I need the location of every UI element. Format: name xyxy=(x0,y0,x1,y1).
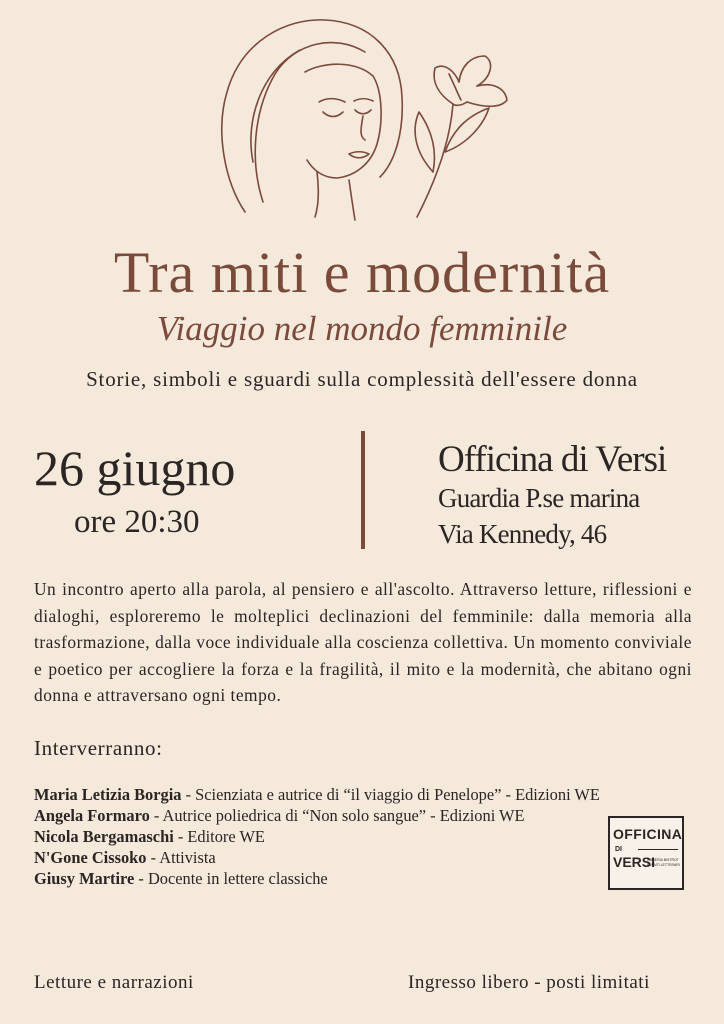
speaker-item xyxy=(34,847,600,868)
speaker-role: - Editore WE xyxy=(173,827,265,846)
speaker-item xyxy=(34,868,600,889)
logo-line3: VERSI xyxy=(613,854,656,870)
footer-left-text: Letture e narrazioni xyxy=(34,972,194,993)
logo-small-text: LIBRERIA BISTROT EVENTI LETTERARI xyxy=(647,858,680,867)
venue-name: Officina di Versi xyxy=(438,439,667,480)
event-title: Tra miti e modernità xyxy=(113,240,611,305)
speakers-list xyxy=(34,784,600,889)
speaker-item xyxy=(34,826,600,847)
logo-line2: DI xyxy=(615,846,622,853)
event-date: 26 giugno xyxy=(34,440,236,496)
venue-address: Via Kennedy, 46 xyxy=(438,519,607,549)
speaker-name: N'Gone Cissoko xyxy=(34,848,147,867)
speaker-role: - Autrice poliedrica di “Non solo sangue” - Edizioni WE xyxy=(149,806,525,825)
venue-location: Guardia P.se marina xyxy=(438,483,640,513)
speaker-name: Nicola Bergamaschi xyxy=(34,827,174,846)
speaker-item xyxy=(34,784,600,805)
speakers-heading: Interverranno: xyxy=(34,736,163,760)
speaker-name: Maria Letizia Borgia xyxy=(34,785,182,804)
speaker-name: Angela Formaro xyxy=(34,806,150,825)
event-subtitle: Viaggio nel mondo femminile xyxy=(156,309,568,348)
logo-rule xyxy=(638,849,678,850)
officina-di-versi-logo xyxy=(608,816,684,890)
event-description: Un incontro aperto alla parola, al pensiero e all'ascolto. Attraverso letture, riflessioni e dialoghi, esploreremo le molteplici declinazioni del femminile: dalla memoria alla trasformazione, dalla voce individuale alla coscienza collettiva. Un momento conviviale e poetico per accogliere la forza e la fragilità, il mito e la modernità, che abitano ogni donna e attraversano ogni tempo. xyxy=(34,579,692,705)
woman-face-with-flower-icon xyxy=(205,12,525,224)
vertical-divider xyxy=(361,431,365,549)
event-time: ore 20:30 xyxy=(74,504,200,540)
speaker-role: - Attivista xyxy=(146,848,216,867)
footer-right-text: Ingresso libero - posti limitati xyxy=(408,972,650,993)
speaker-item xyxy=(34,805,600,826)
speaker-role: - Scienziata e autrice di “il viaggio di Penelope” - Edizioni WE xyxy=(181,785,600,804)
speaker-role: - Docente in lettere classiche xyxy=(134,869,328,888)
event-tagline: Storie, simboli e sguardi sulla complessità dell'essere donna xyxy=(86,367,638,391)
logo-line1: OFFICINA xyxy=(613,826,683,842)
speaker-name: Giusy Martire xyxy=(34,869,135,888)
